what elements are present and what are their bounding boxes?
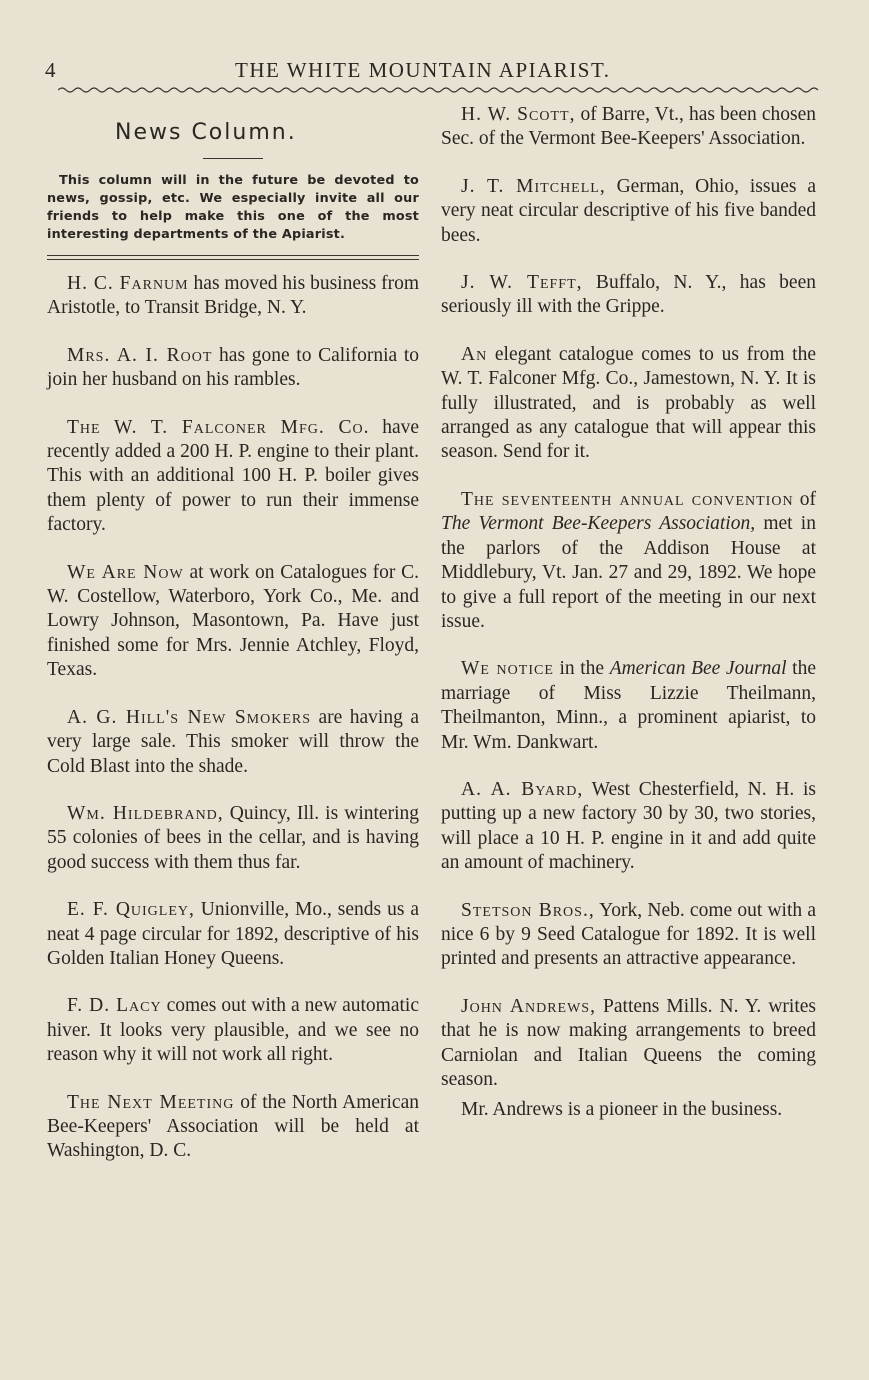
news-item: J. T. Mitchell, German, Ohio, issues a very neat circular descriptive of his five banded bees. bbox=[441, 175, 816, 246]
news-item: H. W. Scott, of Barre, Vt., has been chosen Sec. of the Vermont Bee-Keepers' Association. bbox=[441, 104, 816, 150]
news-item: The W. T. Falconer Mfg. Co. have recently added a 200 H. P. engine to their plant. This with an additional 100 H. P. boiler gives them plenty of power to run their immense factory. bbox=[47, 416, 420, 536]
news-item: Stetson Bros., York, Neb. come out with a nice 6 by 9 Seed Catalogue for 1892. It is well printed and presents an attractive appearance. bbox=[441, 899, 817, 970]
title-rule bbox=[203, 158, 263, 159]
double-rule-top bbox=[47, 255, 419, 256]
news-item: F. D. Lacy comes out with a new automatic hiver. It looks very plausible, and we see no reason why it will not work all right. bbox=[47, 995, 419, 1066]
news-item: The seventeenth annual convention of The Vermont Bee-Keepers Association, met in the parlors of the Addison House at Middlebury, Vt. Jan. 27 and 29, 1892. We hope to give a full report of the meeting in our next issue. bbox=[441, 488, 816, 632]
double-rule-bottom bbox=[47, 259, 419, 260]
wavy-rule bbox=[58, 86, 823, 94]
news-item: Mrs. A. I. Root has gone to California to join her husband on his rambles. bbox=[47, 344, 419, 391]
news-item: Wm. Hildebrand, Quincy, Ill. is wintering 55 colonies of bees in the cellar, and is having good success with them thus far. bbox=[47, 802, 419, 873]
news-item: We Are Now at work on Catalogues for C. W. Costellow, Waterboro, York Co., Me. and Lowry Johnson, Masontown, Pa. Have just finished some for Mrs. Jennie Atchley, Floyd, Texas. bbox=[47, 561, 419, 681]
news-item: J. W. Tefft, Buffalo, N. Y., has been seriously ill with the Grippe. bbox=[441, 272, 816, 318]
news-item: H. C. Farnum has moved his business from Aristotle, to Transit Bridge, N. Y. bbox=[47, 273, 419, 319]
news-item: We notice in the American Bee Journal the marriage of Miss Lizzie Theilmann, Theilmanton, Minn., a prominent apiarist, to Mr. Wm. Dankwart. bbox=[441, 658, 816, 753]
left-column bbox=[47, 272, 419, 1187]
news-item: A. G. Hill's New Smokers are having a very large sale. This smoker will throw the Cold Blast into the shade. bbox=[47, 706, 419, 777]
section-title: News Column. bbox=[115, 120, 297, 145]
journal-title: THE WHITE MOUNTAIN APIARIST. bbox=[235, 58, 611, 82]
right-column bbox=[441, 103, 816, 1146]
news-item: A. A. Byard, West Chesterfield, N. H. is putting up a new factory 30 by 30, two stories, will place a 10 H. P. engine in it and add quite an amount of machinery. bbox=[441, 778, 817, 874]
news-item: An elegant catalogue comes to us from the W. T. Falconer Mfg. Co., Jamestown, N. Y. It is fully illustrated, and is probably as well arranged as any catalogue that will appear this season. Send for it. bbox=[441, 343, 816, 463]
news-item: John Andrews, Pattens Mills. N. Y. writes that he is now making arrangements to breed Carniolan and Italian Queens the coming season. bbox=[441, 995, 817, 1090]
news-item: E. F. Quigley, Unionville, Mo., sends us a neat 4 page circular for 1892, descriptive of his Golden Italian Honey Queens. bbox=[47, 899, 419, 969]
page-number: 4 bbox=[45, 58, 57, 82]
page-header bbox=[45, 58, 825, 88]
section-intro: This column will in the future be devoted to news, gossip, etc. We especially invite all our friends to help make this one of the most interesting departments of the Apiarist. bbox=[47, 173, 419, 242]
news-item: The Next Meeting of the North American Bee-Keepers' Association will be held at Washington, D. C. bbox=[47, 1091, 419, 1162]
news-item: Mr. Andrews is a pioneer in the business. bbox=[461, 1099, 783, 1121]
